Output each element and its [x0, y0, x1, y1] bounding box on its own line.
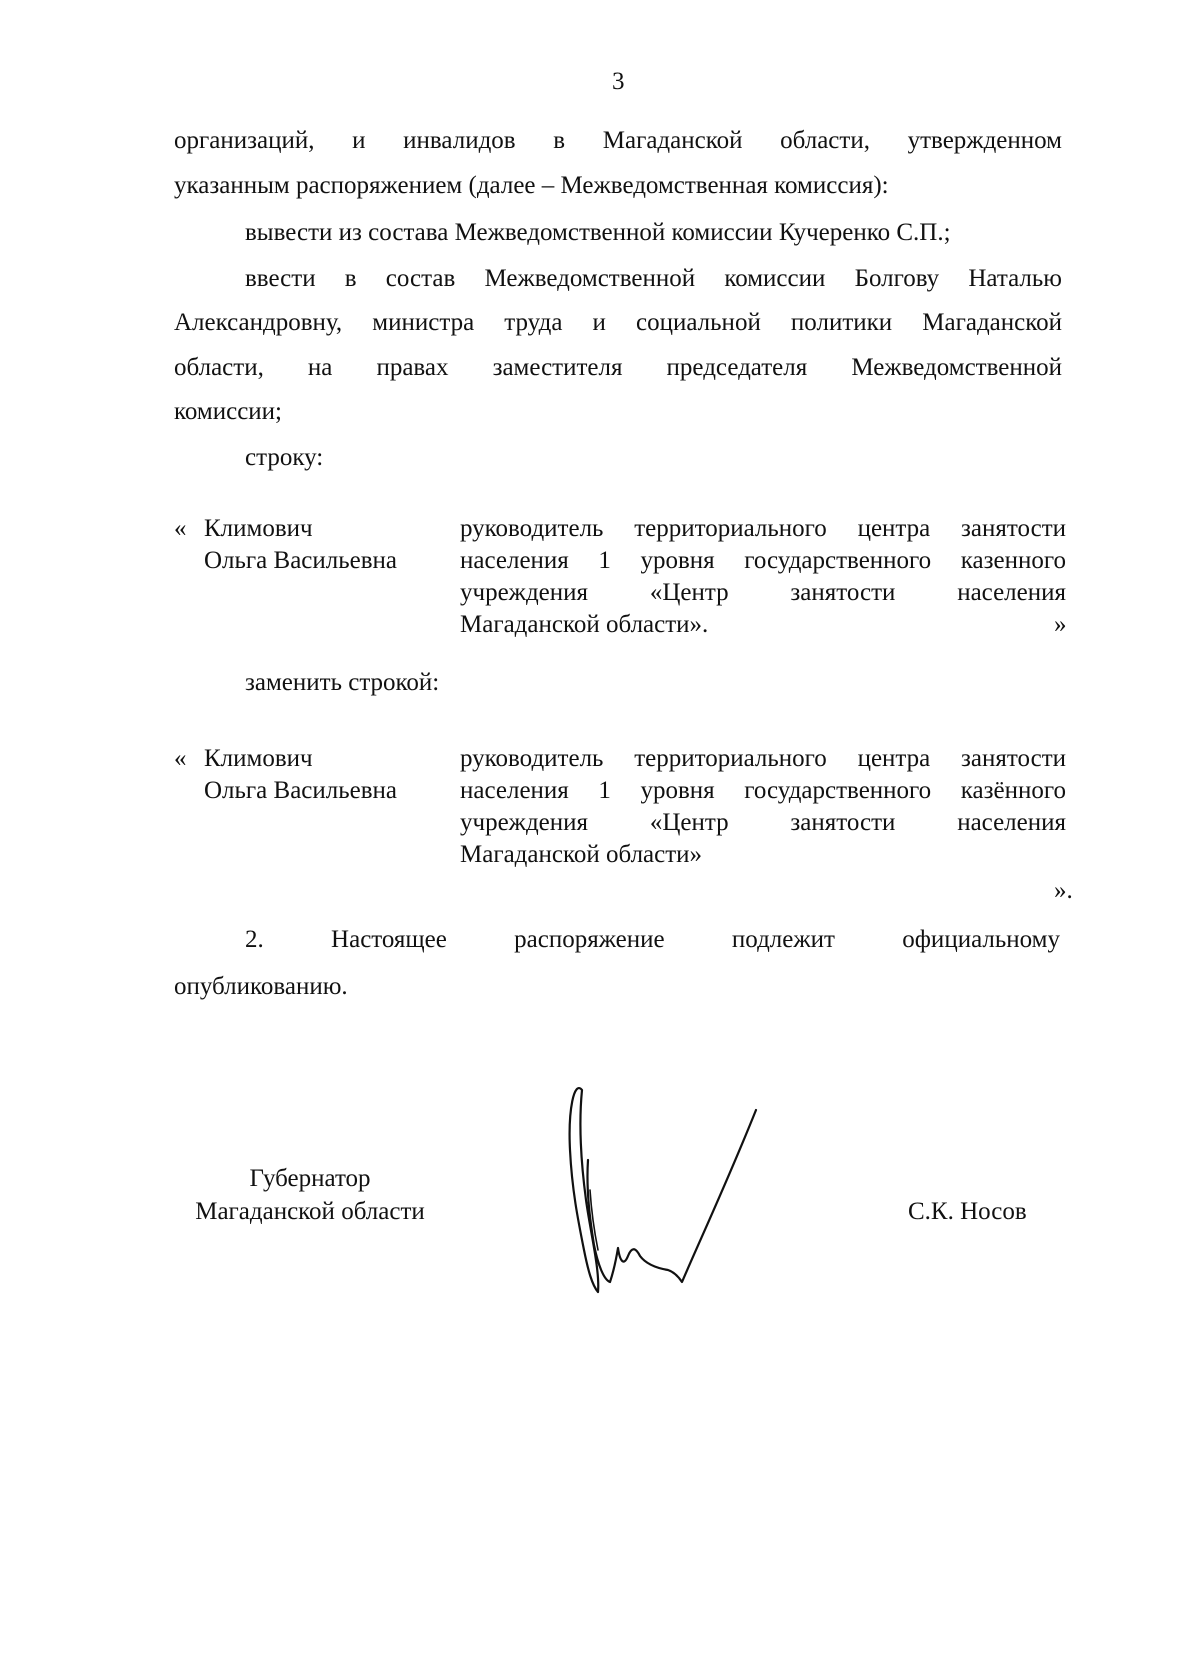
new-entry-surname: Климович	[204, 745, 313, 772]
new-entry-role-line-3: учреждения «Центр занятости населения	[460, 809, 1066, 836]
old-entry	[174, 513, 1074, 643]
handwritten-signature	[560, 1070, 800, 1300]
new-entry-person	[204, 743, 434, 807]
old-entry-close-quote: »	[1054, 611, 1067, 638]
replace-label: заменить строкой:	[245, 669, 440, 696]
old-entry-role-line-2: населения 1 уровня государственного казенного	[460, 547, 1066, 574]
new-entry-role	[460, 743, 1066, 871]
old-entry-role	[460, 513, 1066, 641]
page-number: 3	[612, 68, 625, 95]
intro-line-2: указанным распоряжением (далее – Межведомственная комиссия):	[174, 172, 889, 199]
add-member-line-1: ввести в состав Межведомственной комиссии Болгову Наталью	[245, 265, 1062, 292]
add-member-line-2: Александровну, министра труда и социальной политики Магаданской	[174, 309, 1062, 336]
old-entry-open-quote: «	[174, 515, 187, 542]
signer-name: С.К. Носов	[908, 1198, 1027, 1225]
old-entry-given-names: Ольга Васильевна	[204, 547, 398, 574]
add-member-line-3: области, на правах заместителя председателя Межведомственной	[174, 354, 1062, 381]
new-entry-close-quote: ».	[1054, 877, 1073, 904]
item2-line-2: опубликованию.	[174, 973, 348, 1000]
signer-position-line-2: Магаданской области	[195, 1198, 425, 1225]
item2-line-1: 2. Настоящее распоряжение подлежит официальному	[245, 926, 1060, 953]
signer-position	[180, 1162, 440, 1228]
old-entry-person	[204, 513, 434, 577]
intro-line-1: организаций, и инвалидов в Магаданской области, утвержденном	[174, 127, 1062, 154]
new-entry	[174, 743, 1074, 904]
new-entry-role-line-2: населения 1 уровня государственного казённого	[460, 777, 1066, 804]
old-entry-surname: Климович	[204, 515, 313, 542]
old-entry-role-line-1: руководитель территориального центра занятости	[460, 515, 1066, 542]
row-label: строку:	[245, 444, 324, 471]
new-entry-open-quote: «	[174, 745, 187, 772]
old-entry-role-line-3: учреждения «Центр занятости населения	[460, 579, 1066, 606]
signer-position-line-1: Губернатор	[249, 1165, 371, 1192]
remove-member-line: вывести из состава Межведомственной комиссии Кучеренко С.П.;	[245, 219, 951, 246]
new-entry-role-line-1: руководитель территориального центра занятости	[460, 745, 1066, 772]
new-entry-role-line-4: Магаданской области»	[460, 841, 703, 868]
new-entry-given-names: Ольга Васильевна	[204, 777, 398, 804]
add-member-line-4: комиссии;	[174, 398, 282, 425]
old-entry-role-line-4: Магаданской области».	[460, 611, 709, 638]
